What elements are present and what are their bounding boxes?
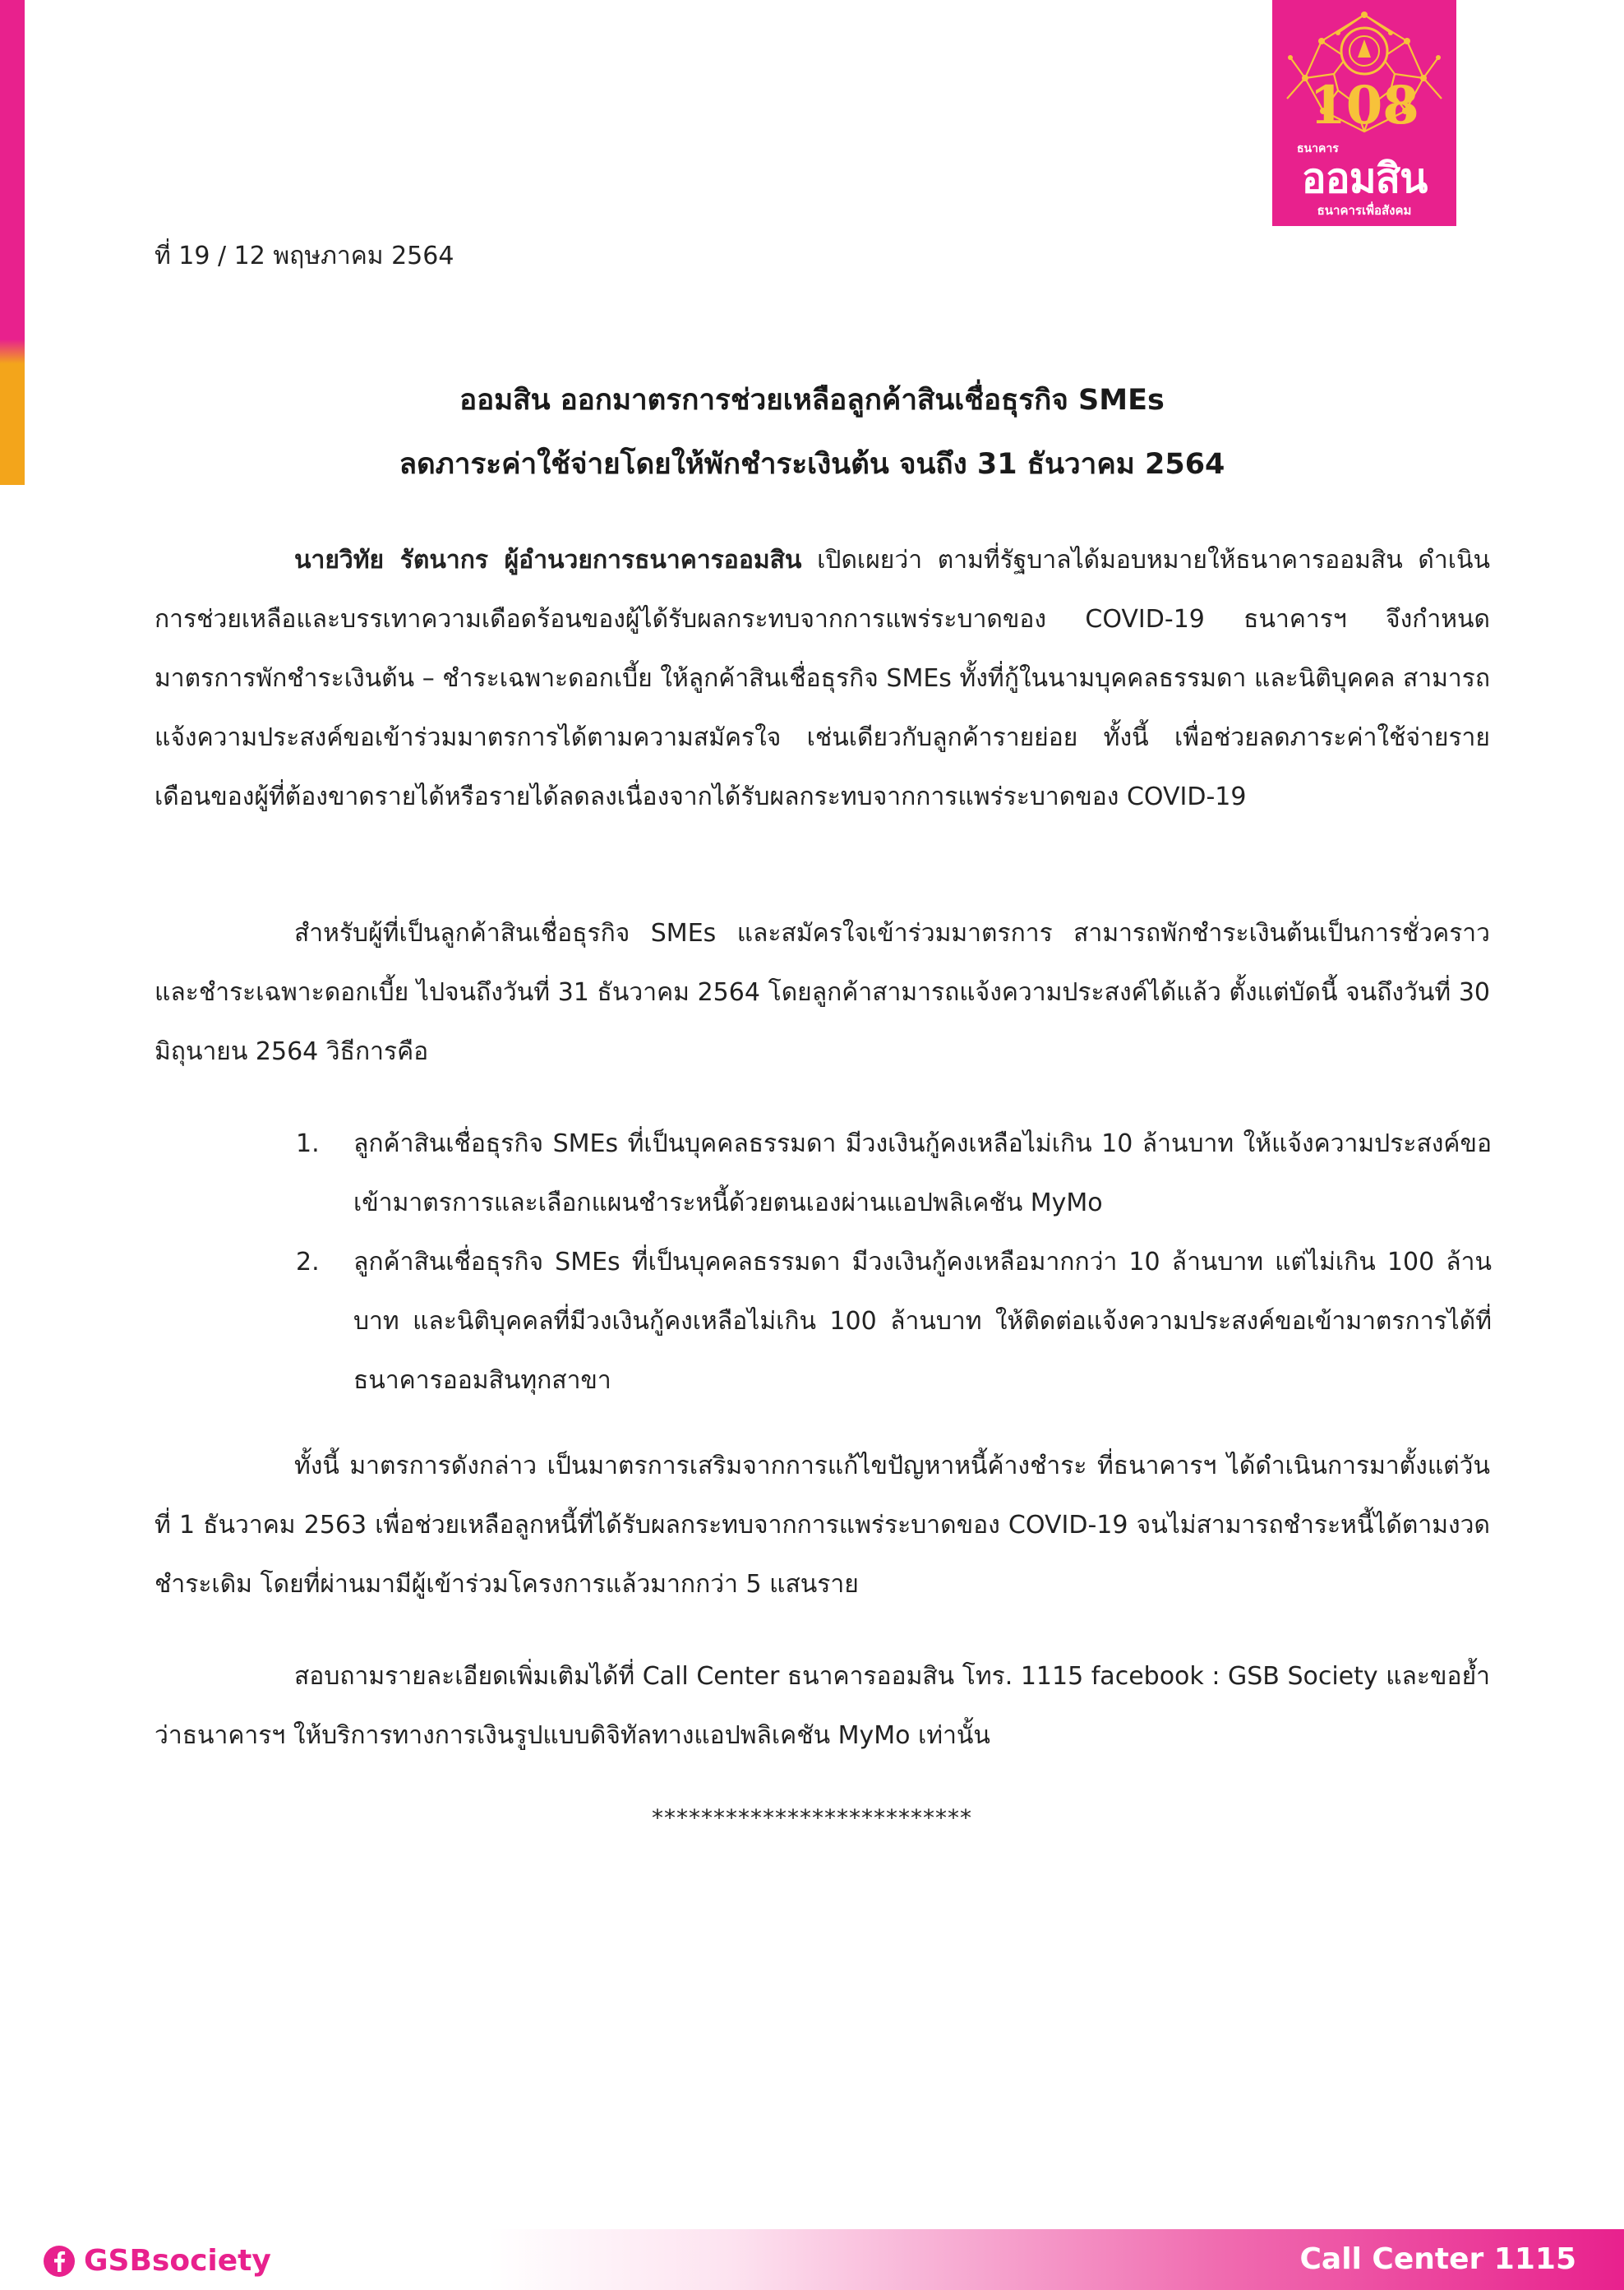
press-headline <box>0 368 1624 496</box>
reference-number: ที่ 19 / 12 พฤษภาคม 2564 <box>155 242 454 270</box>
paragraph-4-text: สอบถามรายละเอียดเพิ่มเติมได้ที่ Call Center ธนาคารออมสิน โทร. 1115 facebook : GSB Society และขอย้ำว่าธนาคารฯ ให้บริการทางการเงินรูปแบบดิจิทัลทางแอปพลิเคชัน MyMo เท่านั้น <box>155 1662 1490 1750</box>
paragraph-3-text: ทั้งนี้ มาตรการดังกล่าว เป็นมาตรการเสริมจากการแก้ไขปัญหาหนี้ค้างชำระ ที่ธนาคารฯ ได้ดำเนินการมาตั้งแต่วันที่ 1 ธันวาคม 2563 เพื่อช่วยเหลือลูกหนี้ที่ได้รับผลกระทบจากการแพร่ระบาดของ COVID-19 จนไม่สามารถชำระหนี้ได้ตามงวดชำระเดิม โดยที่ผ่านมามีผู้เข้าร่วมโครงการแล้วมากกว่า 5 แสนราย <box>155 1452 1490 1599</box>
paragraph-3 <box>155 1437 1490 1614</box>
list-item-number: 1. <box>296 1129 320 1158</box>
paragraph-1-text: เปิดเผยว่า ตามที่รัฐบาลได้มอบหมายให้ธนาคารออมสิน ดำเนินการช่วยเหลือและบรรเทาความเดือดร้อนของผู้ได้รับผลกระทบจากการแพร่ระบาดของ COVID-19 ธนาคารฯ จึงกำหนดมาตรการพักชำระเงินต้น – ชำระเฉพาะดอกเบี้ย ให้ลูกค้าสินเชื่อธุรกิจ SMEs ทั้งที่กู้ในนามบุคคลธรรมดา และนิติบุคคล สามารถแจ้งความประสงค์ขอเข้าร่วมมาตรการได้ตามความสมัครใจ เช่นเดียวกับลูกค้ารายย่อย ทั้งนี้ เพื่อช่วยลดภาระค่าใช้จ่ายรายเดือนของผู้ที่ต้องขาดรายได้หรือรายได้ลดลงเนื่องจากได้รับผลกระทบจากการแพร่ระบาดของ COVID-19 <box>155 546 1491 811</box>
logo-number: 108 <box>1309 75 1419 136</box>
call-center-label: Call Center 1115 <box>1299 2242 1576 2276</box>
headline-line-1: ออมสิน ออกมาตรการช่วยเหลือลูกค้าสินเชื่อธุรกิจ SMEs <box>459 384 1165 417</box>
logo-tagline: ธนาคารเพื่อสังคม <box>1317 203 1412 218</box>
list-item-number: 2. <box>296 1248 320 1277</box>
facebook-link[interactable] <box>43 2244 271 2278</box>
paragraph-4 <box>155 1647 1490 1766</box>
list-item <box>296 1115 1492 1233</box>
list-item-text: ลูกค้าสินเชื่อธุรกิจ SMEs ที่เป็นบุคคลธรรมดา มีวงเงินกู้คงเหลือมากกว่า 10 ล้านบาท แต่ไม่เกิน 100 ล้านบาท และนิติบุคคลที่มีวงเงินกู้คงเหลือไม่เกิน 100 ล้านบาท ให้ติดต่อแจ้งความประสงค์ขอเข้ามาตรการได้ที่ธนาคารออมสินทุกสาขา <box>353 1248 1492 1395</box>
list-item-text: ลูกค้าสินเชื่อธุรกิจ SMEs ที่เป็นบุคคลธรรมดา มีวงเงินกู้คงเหลือไม่เกิน 10 ล้านบาท ให้แจ้งความประสงค์ขอเข้ามาตรการและเลือกแผนชำระหนี้ด้วยตนเองผ่านแอปพลิเคชัน MyMo <box>353 1129 1492 1217</box>
measures-list <box>296 1115 1492 1410</box>
end-separator: ************************** <box>652 1804 972 1831</box>
headline-line-2: ลดภาระค่าใช้จ่ายโดยให้พักชำระเงินต้น จนถึง 31 ธันวาคม 2564 <box>399 448 1225 481</box>
paragraph-1 <box>155 531 1490 827</box>
logo-top-text: ธนาคาร <box>1297 142 1339 155</box>
paragraph-2-text: สำหรับผู้ที่เป็นลูกค้าสินเชื่อธุรกิจ SMEs และสมัครใจเข้าร่วมมาตรการ สามารถพักชำระเงินต้นเป็นการชั่วคราว และชำระเฉพาะดอกเบี้ย ไปจนถึงวันที่ 31 ธันวาคม 2564 โดยลูกค้าสามารถแจ้งความประสงค์ได้แล้ว ตั้งแต่บัดนี้ จนถึงวันที่ 30 มิถุนายน 2564 วิธีการคือ <box>155 919 1490 1066</box>
paragraph-1-bold: นายวิทัย รัตนากร ผู้อำนวยการธนาคารออมสิน <box>294 546 802 575</box>
paragraph-2 <box>155 904 1490 1082</box>
facebook-label: GSBsociety <box>84 2244 271 2278</box>
facebook-icon <box>43 2245 76 2278</box>
gsb-108-logo <box>1272 0 1456 226</box>
logo-name: ออมสิน <box>1301 155 1428 202</box>
list-item <box>296 1233 1492 1410</box>
